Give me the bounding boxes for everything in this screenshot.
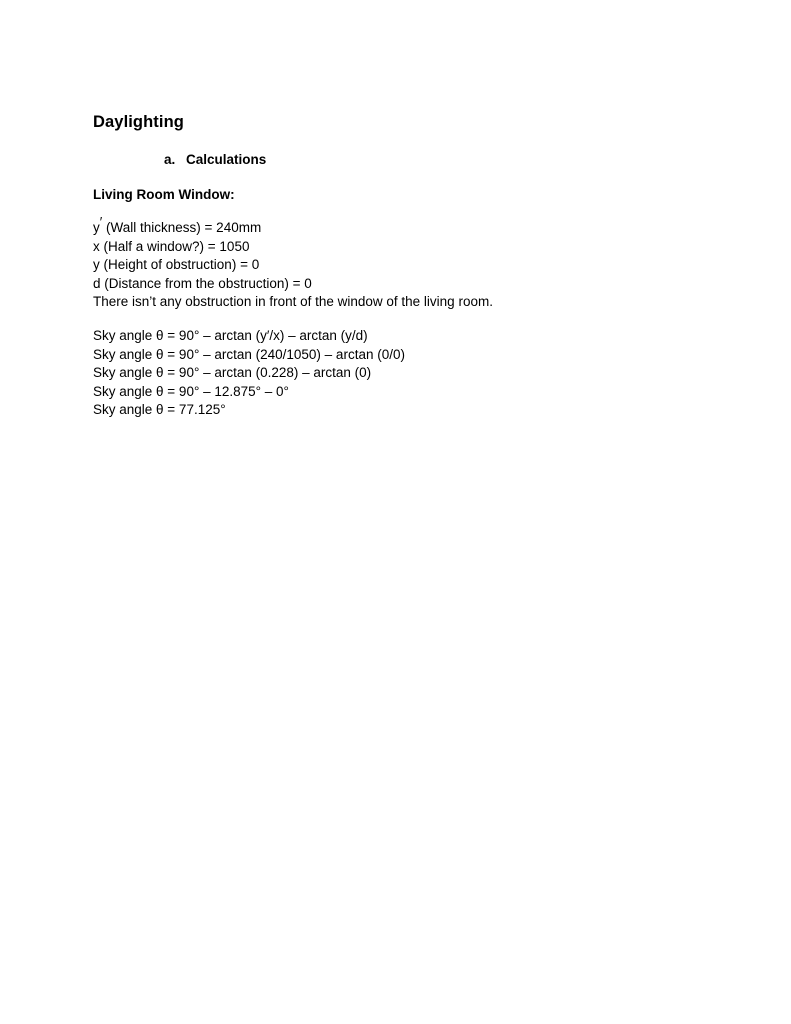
calculation-line: Sky angle θ = 90° – arctan (0.228) – arctan (0) [93,365,372,381]
variable-symbol: d [93,275,101,291]
variable-symbol: y [93,257,100,273]
variable-symbol: x [93,238,100,254]
variable-definitions [93,214,713,293]
spacer [93,132,713,150]
spacer [93,312,713,327]
spacer [93,169,713,185]
variable-description: (Wall thickness) = 240mm [102,220,262,235]
variable-symbol: y [93,220,100,235]
variable-description: (Distance from the obstruction) = 0 [100,275,312,291]
calculation-line: Sky angle θ = 77.125° [93,402,226,418]
calculation-line: Sky angle θ = 90° – arctan (y′/x) – arctan (y/d) [93,327,368,343]
list-item-label: Calculations [186,152,267,167]
spacer [93,204,713,219]
obstruction-note: There isn’t any obstruction in front of the window of the living room. [93,294,493,310]
variable-definition [93,275,713,294]
document-content [93,112,713,420]
variable-description: (Half a window?) = 1050 [99,238,250,254]
variable-definition [93,214,713,238]
calculation-line: Sky angle θ = 90° – arctan (240/1050) – arctan (0/0) [93,346,405,362]
list-item-calculations [164,150,713,169]
variable-definition [93,256,713,275]
calculation-lines [93,327,713,420]
variable-description: (Height of obstruction) = 0 [99,257,260,273]
page-title: Daylighting [93,113,184,131]
variable-definition [93,238,713,257]
list-marker: a. [164,152,176,167]
section-subheading: Living Room Window: [93,187,235,202]
calculation-line: Sky angle θ = 90° – 12.875° – 0° [93,383,289,399]
prime-mark: ′ [99,214,103,230]
